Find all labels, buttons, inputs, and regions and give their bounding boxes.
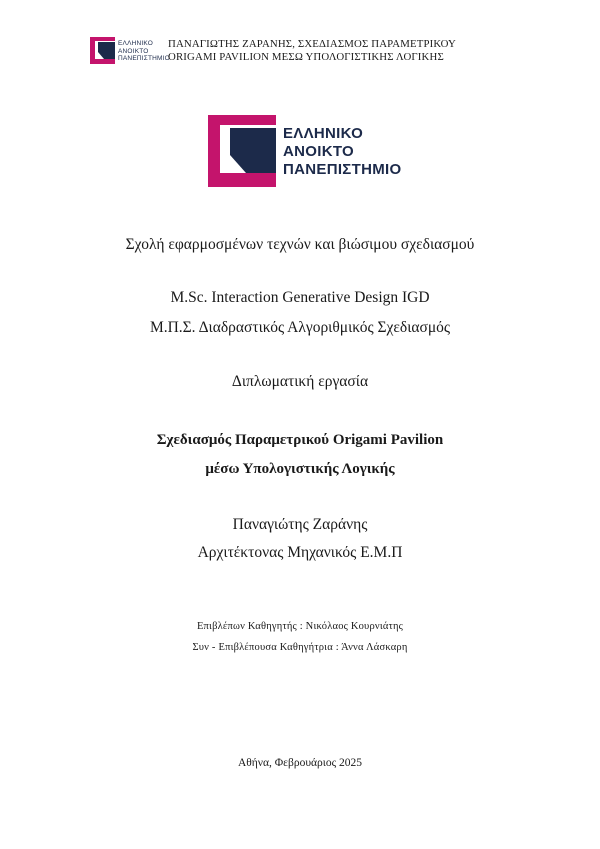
logo-line-2: ΑΝΟΙΚΤΟ — [283, 143, 354, 160]
author-name: Παναγιώτης Ζαράνης — [232, 516, 368, 533]
logo-mark-icon — [208, 115, 280, 187]
header-logo-text — [118, 40, 170, 63]
running-header-line-2: ORIGAMI PAVILION ΜΕΣΩ ΥΠΟΛΟΓΙΣΤΙΚΗΣ ΛΟΓΙΚΗΣ — [168, 51, 444, 63]
author-profession: Αρχιτέκτονας Μηχανικός Ε.Μ.Π — [197, 544, 403, 561]
thesis-title-line-2: μέσω Υπολογιστικής Λογικής — [205, 461, 395, 477]
logo-text — [283, 125, 401, 179]
program-name-gr: Μ.Π.Σ. Διαδραστικός Αλγοριθμικός Σχεδιασμός — [149, 319, 451, 336]
header-university-logo — [90, 37, 170, 65]
co-supervisor: Συν - Επιβλέπουσα Καθηγήτρια : Άννα Λάσκαρη — [192, 642, 408, 653]
running-header-line-1: ΠΑΝΑΓΙΩΤΗΣ ΖΑΡΑΝΗΣ, ΣΧΕΔΙΑΣΜΟΣ ΠΑΡΑΜΕΤΡΙΚΟΥ — [168, 38, 456, 50]
header-logo-line-1: ΕΛΛΗΝΙΚΟ — [118, 40, 154, 47]
program-name-en: M.Sc. Interaction Generative Design IGD — [170, 289, 430, 306]
university-logo — [208, 115, 402, 187]
header-logo-line-2: ΑΝΟΙΚΤΟ — [118, 47, 149, 55]
running-header — [168, 38, 456, 64]
logo-line-1: ΕΛΛΗΝΙΚΟ — [283, 125, 364, 142]
thesis-title-line-1: Σχεδιασμός Παραμετρικού Origami Pavilion — [156, 432, 444, 448]
header-logo-mark-icon — [90, 37, 116, 65]
logo-line-3: ΠΑΝΕΠΙΣΤΗΜΙΟ — [283, 161, 402, 178]
place-date: Αθήνα, Φεβρουάριος 2025 — [237, 757, 363, 769]
school-name: Σχολή εφαρμοσμένων τεχνών και βιώσιμου σχεδιασμού — [125, 236, 475, 253]
header-logo-line-3: ΠΑΝΕΠΙΣΤΗΜΙΟ — [118, 55, 170, 62]
document-type: Διπλωματική εργασία — [231, 373, 369, 390]
supervisor: Επιβλέπων Καθηγητής : Νικόλαος Κουρνιάτης — [196, 621, 404, 632]
